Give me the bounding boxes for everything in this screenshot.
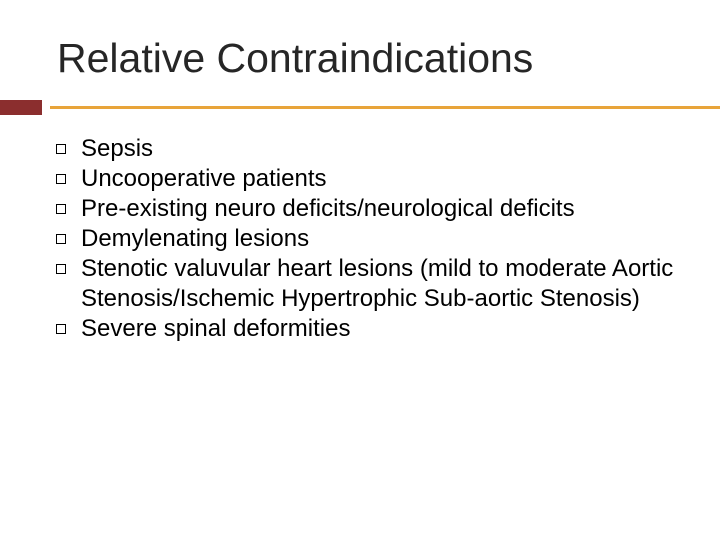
bullet-text: Sepsis	[81, 135, 154, 162]
bullet-text: Severe spinal deformities	[81, 315, 351, 342]
bullet-text: Demylenating lesions	[81, 225, 310, 252]
bullet-item	[56, 314, 706, 344]
title-accent-rule	[50, 106, 720, 109]
bullet-item	[56, 224, 706, 254]
bullet-text: Stenotic valuvular heart lesions (mild to moderate Aortic Stenosis/Ischemic Hypertrophic Sub-aortic Stenosis)	[81, 255, 674, 312]
hollow-square-icon	[56, 144, 66, 154]
hollow-square-icon	[56, 264, 66, 274]
bullet-item	[56, 194, 706, 224]
title-accent-block	[0, 100, 42, 115]
bullet-text: Uncooperative patients	[81, 165, 327, 192]
hollow-square-icon	[56, 324, 66, 334]
bullet-item	[56, 134, 706, 164]
slide-title: Relative Contraindications	[57, 35, 534, 81]
bullet-item	[56, 164, 706, 194]
bullet-item	[56, 254, 706, 314]
hollow-square-icon	[56, 234, 66, 244]
hollow-square-icon	[56, 174, 66, 184]
bullet-list	[56, 134, 706, 344]
hollow-square-icon	[56, 204, 66, 214]
bullet-text: Pre-existing neuro deficits/neurological deficits	[81, 195, 575, 222]
